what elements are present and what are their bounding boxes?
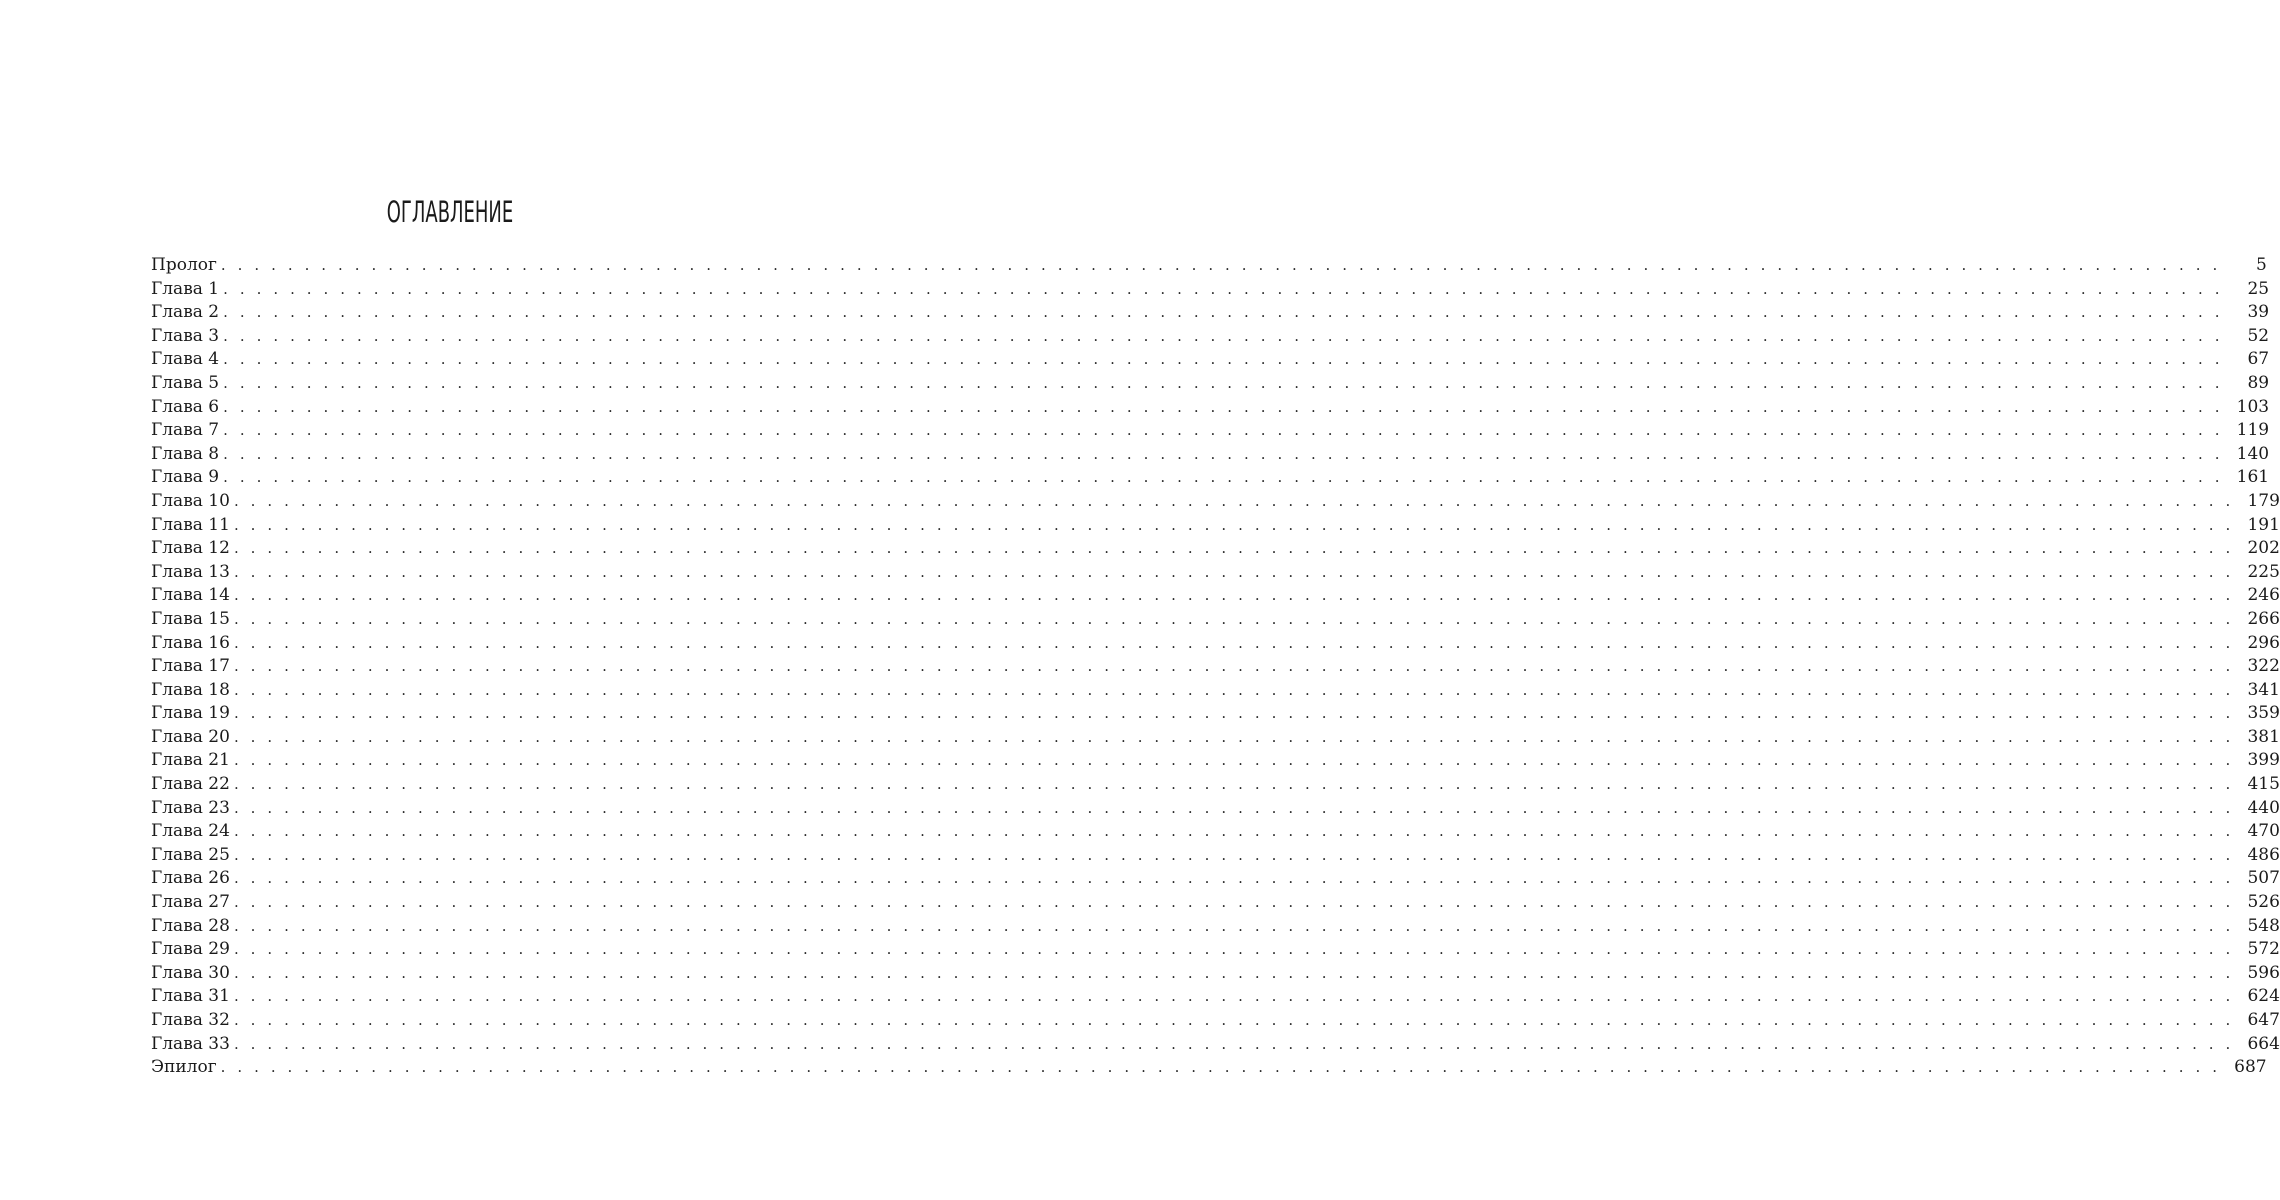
toc-entry-page-number: 596 bbox=[2247, 962, 2280, 983]
toc-entry-page-number: 526 bbox=[2247, 892, 2280, 913]
toc-entry-label: Глава 4 bbox=[151, 349, 220, 370]
toc-entry-label: Глава 11 bbox=[151, 514, 230, 535]
toc-entry-page-number: 572 bbox=[2247, 939, 2280, 960]
dot-leader: . . . . . . . . . . . . . . . . . . . . . . . . . . . . . . . . . . . . . . . . . . . . . . . . . . . . . . . . . . . . . . . . . . . . . . . . . . . . . . . . . . . . . . . . . . . . . . . . . . . . . . . . . . . . . . . . . . . . . . . . bbox=[223, 468, 2224, 487]
toc-entry[interactable] bbox=[151, 1056, 2267, 1080]
toc-entry-page-number: 664 bbox=[2247, 1033, 2280, 1054]
toc-entry-label: Глава 17 bbox=[151, 656, 230, 677]
toc-entry[interactable] bbox=[151, 490, 2280, 514]
toc-entry-label: Глава 24 bbox=[151, 821, 230, 842]
toc-entry[interactable] bbox=[151, 584, 2280, 608]
toc-entry[interactable] bbox=[151, 301, 2270, 325]
toc-entry-page-number: 225 bbox=[2247, 561, 2280, 582]
toc-entry-label: Глава 19 bbox=[151, 703, 230, 724]
dot-leader: . . . . . . . . . . . . . . . . . . . . . . . . . . . . . . . . . . . . . . . . . . . . . . . . . . . . . . . . . . . . . . . . . . . . . . . . . . . . . . . . . . . . . . . . . . . . . . . . . . . . . . . . . . . . . . . . . . . . . . . . bbox=[223, 397, 2224, 416]
toc-entry-page-number: 89 bbox=[2247, 372, 2270, 393]
toc-entry[interactable] bbox=[151, 608, 2280, 632]
toc-entry-label: Глава 28 bbox=[151, 915, 230, 936]
toc-entry[interactable] bbox=[151, 702, 2280, 726]
toc-entry[interactable] bbox=[151, 278, 2270, 302]
dot-leader: . . . . . . . . . . . . . . . . . . . . . . . . . . . . . . . . . . . . . . . . . . . . . . . . . . . . . . . . . . . . . . . . . . . . . . . . . . . . . . . . . . . . . . . . . . . . . . . . . . . . . . . . . . . . . . . . . . . . . . . . bbox=[233, 704, 2234, 723]
toc-entry-label: Глава 15 bbox=[151, 608, 230, 629]
toc-entry[interactable] bbox=[151, 726, 2280, 750]
toc-entry-label: Эпилог bbox=[151, 1057, 217, 1078]
toc-entry-label: Глава 31 bbox=[151, 986, 230, 1007]
dot-leader: . . . . . . . . . . . . . . . . . . . . . . . . . . . . . . . . . . . . . . . . . . . . . . . . . . . . . . . . . . . . . . . . . . . . . . . . . . . . . . . . . . . . . . . . . . . . . . . . . . . . . . . . . . . . . . . . . . . . . . . . bbox=[233, 869, 2234, 888]
toc-entry-page-number: 202 bbox=[2247, 538, 2280, 559]
toc-entry[interactable] bbox=[151, 773, 2280, 797]
toc-entry-label: Глава 16 bbox=[151, 632, 230, 653]
dot-leader: . . . . . . . . . . . . . . . . . . . . . . . . . . . . . . . . . . . . . . . . . . . . . . . . . . . . . . . . . . . . . . . . . . . . . . . . . . . . . . . . . . . . . . . . . . . . . . . . . . . . . . . . . . . . . . . . . . . . . . . . bbox=[223, 279, 2224, 298]
dot-leader: . . . . . . . . . . . . . . . . . . . . . . . . . . . . . . . . . . . . . . . . . . . . . . . . . . . . . . . . . . . . . . . . . . . . . . . . . . . . . . . . . . . . . . . . . . . . . . . . . . . . . . . . . . . . . . . . . . . . . . . . bbox=[233, 845, 2234, 864]
dot-leader: . . . . . . . . . . . . . . . . . . . . . . . . . . . . . . . . . . . . . . . . . . . . . . . . . . . . . . . . . . . . . . . . . . . . . . . . . . . . . . . . . . . . . . . . . . . . . . . . . . . . . . . . . . . . . . . . . . . . . . . . bbox=[233, 727, 2234, 746]
toc-entry[interactable] bbox=[151, 372, 2270, 396]
dot-leader: . . . . . . . . . . . . . . . . . . . . . . . . . . . . . . . . . . . . . . . . . . . . . . . . . . . . . . . . . . . . . . . . . . . . . . . . . . . . . . . . . . . . . . . . . . . . . . . . . . . . . . . . . . . . . . . . . . . . . . . . bbox=[233, 822, 2234, 841]
toc-entry[interactable] bbox=[151, 443, 2270, 467]
toc-entry-page-number: 381 bbox=[2247, 726, 2280, 747]
dot-leader: . . . . . . . . . . . . . . . . . . . . . . . . . . . . . . . . . . . . . . . . . . . . . . . . . . . . . . . . . . . . . . . . . . . . . . . . . . . . . . . . . . . . . . . . . . . . . . . . . . . . . . . . . . . . . . . . . . . . . . . . bbox=[233, 539, 2234, 558]
toc-entry[interactable] bbox=[151, 820, 2280, 844]
toc-entry-label: Глава 3 bbox=[151, 325, 220, 346]
toc-entry-label: Глава 32 bbox=[151, 1010, 230, 1030]
page-title: ОГЛАВЛЕНИЕ bbox=[386, 195, 514, 229]
toc-entry-label: Глава 14 bbox=[151, 585, 230, 606]
toc-entry-page-number: 359 bbox=[2247, 703, 2280, 724]
dot-leader: . . . . . . . . . . . . . . . . . . . . . . . . . . . . . . . . . . . . . . . . . . . . . . . . . . . . . . . . . . . . . . . . . . . . . . . . . . . . . . . . . . . . . . . . . . . . . . . . . . . . . . . . . . . . . . . . . . . . . . . . bbox=[223, 421, 2224, 440]
toc-entry[interactable] bbox=[151, 867, 2280, 891]
toc-entry-page-number: 296 bbox=[2247, 632, 2280, 653]
toc-entry-label: Глава 5 bbox=[151, 372, 220, 393]
toc-entry-page-number: 52 bbox=[2247, 325, 2270, 346]
toc-entry[interactable] bbox=[151, 679, 2280, 703]
toc-entry-label: Глава 13 bbox=[151, 561, 230, 582]
toc-entry-page-number: 647 bbox=[2247, 1010, 2280, 1030]
toc-entry-label: Глава 7 bbox=[151, 420, 220, 441]
toc-entry[interactable] bbox=[151, 1009, 2280, 1033]
toc-entry[interactable] bbox=[151, 325, 2270, 349]
toc-entry[interactable] bbox=[151, 466, 2270, 490]
dot-leader: . . . . . . . . . . . . . . . . . . . . . . . . . . . . . . . . . . . . . . . . . . . . . . . . . . . . . . . . . . . . . . . . . . . . . . . . . . . . . . . . . . . . . . . . . . . . . . . . . . . . . . . . . . . . . . . . . . . . . . . . bbox=[233, 893, 2234, 912]
dot-leader: . . . . . . . . . . . . . . . . . . . . . . . . . . . . . . . . . . . . . . . . . . . . . . . . . . . . . . . . . . . . . . . . . . . . . . . . . . . . . . . . . . . . . . . . . . . . . . . . . . . . . . . . . . . . . . . . . . . . . . . . bbox=[223, 303, 2224, 322]
toc-entry[interactable] bbox=[151, 962, 2280, 986]
toc-entry-page-number: 415 bbox=[2247, 774, 2280, 795]
toc-entry-page-number: 486 bbox=[2247, 844, 2280, 865]
toc-entry-label: Глава 25 bbox=[151, 844, 230, 865]
dot-leader: . . . . . . . . . . . . . . . . . . . . . . . . . . . . . . . . . . . . . . . . . . . . . . . . . . . . . . . . . . . . . . . . . . . . . . . . . . . . . . . . . . . . . . . . . . . . . . . . . . . . . . . . . . . . . . . . . . . . . . . . bbox=[233, 633, 2234, 652]
dot-leader: . . . . . . . . . . . . . . . . . . . . . . . . . . . . . . . . . . . . . . . . . . . . . . . . . . . . . . . . . . . . . . . . . . . . . . . . . . . . . . . . . . . . . . . . . . . . . . . . . . . . . . . . . . . . . . . . . . . . . . . . bbox=[233, 798, 2234, 817]
toc-entry[interactable] bbox=[151, 938, 2280, 962]
toc-entry-label: Глава 6 bbox=[151, 396, 220, 417]
toc-entry-page-number: 161 bbox=[2236, 467, 2270, 488]
dot-leader: . . . . . . . . . . . . . . . . . . . . . . . . . . . . . . . . . . . . . . . . . . . . . . . . . . . . . . . . . . . . . . . . . . . . . . . . . . . . . . . . . . . . . . . . . . . . . . . . . . . . . . . . . . . . . . . . . . . . . . . . bbox=[223, 444, 2224, 463]
toc-entry-page-number: 624 bbox=[2247, 986, 2280, 1007]
dot-leader: . . . . . . . . . . . . . . . . . . . . . . . . . . . . . . . . . . . . . . . . . . . . . . . . . . . . . . . . . . . . . . . . . . . . . . . . . . . . . . . . . . . . . . . . . . . . . . . . . . . . . . . . . . . . . . . . . . . . . . . . bbox=[233, 987, 2234, 1006]
dot-leader: . . . . . . . . . . . . . . . . . . . . . . . . . . . . . . . . . . . . . . . . . . . . . . . . . . . . . . . . . . . . . . . . . . . . . . . . . . . . . . . . . . . . . . . . . . . . . . . . . . . . . . . . . . . . . . . . . . . . . . . . bbox=[223, 350, 2224, 369]
toc-entry-label: Глава 20 bbox=[151, 726, 230, 747]
dot-leader: . . . . . . . . . . . . . . . . . . . . . . . . . . . . . . . . . . . . . . . . . . . . . . . . . . . . . . . . . . . . . . . . . . . . . . . . . . . . . . . . . . . . . . . . . . . . . . . . . . . . . . . . . . . . . . . . . . . . . . . . bbox=[233, 916, 2234, 935]
dot-leader: . . . . . . . . . . . . . . . . . . . . . . . . . . . . . . . . . . . . . . . . . . . . . . . . . . . . . . . . . . . . . . . . . . . . . . . . . . . . . . . . . . . . . . . . . . . . . . . . . . . . . . . . . . . . . . . . . . . . . . . . bbox=[233, 775, 2234, 794]
toc-entry[interactable] bbox=[151, 348, 2270, 372]
dot-leader: . . . . . . . . . . . . . . . . . . . . . . . . . . . . . . . . . . . . . . . . . . . . . . . . . . . . . . . . . . . . . . . . . . . . . . . . . . . . . . . . . . . . . . . . . . . . . . . . . . . . . . . . . . . . . . . . . . . . . . . . bbox=[233, 963, 2234, 982]
toc-entry[interactable] bbox=[151, 985, 2280, 1009]
dot-leader: . . . . . . . . . . . . . . . . . . . . . . . . . . . . . . . . . . . . . . . . . . . . . . . . . . . . . . . . . . . . . . . . . . . . . . . . . . . . . . . . . . . . . . . . . . . . . . . . . . . . . . . . . . . . . . . . . . . . . . . . bbox=[233, 586, 2234, 605]
dot-leader: . . . . . . . . . . . . . . . . . . . . . . . . . . . . . . . . . . . . . . . . . . . . . . . . . . . . . . . . . . . . . . . . . . . . . . . . . . . . . . . . . . . . . . . . . . . . . . . . . . . . . . . . . . . . . . . . . . . . . . . . bbox=[233, 1034, 2234, 1053]
toc-entry-page-number: 119 bbox=[2236, 420, 2270, 441]
toc-entry-page-number: 322 bbox=[2247, 656, 2280, 677]
dot-leader: . . . . . . . . . . . . . . . . . . . . . . . . . . . . . . . . . . . . . . . . . . . . . . . . . . . . . . . . . . . . . . . . . . . . . . . . . . . . . . . . . . . . . . . . . . . . . . . . . . . . . . . . . . . . . . . . . . . . . . . . bbox=[223, 373, 2224, 392]
toc-entry-label: Пролог bbox=[151, 255, 217, 275]
toc-entry[interactable] bbox=[151, 655, 2280, 679]
toc-entry-label: Глава 12 bbox=[151, 538, 230, 559]
toc-entry-page-number: 399 bbox=[2247, 750, 2280, 771]
dot-leader: . . . . . . . . . . . . . . . . . . . . . . . . . . . . . . . . . . . . . . . . . . . . . . . . . . . . . . . . . . . . . . . . . . . . . . . . . . . . . . . . . . . . . . . . . . . . . . . . . . . . . . . . . . . . . . . . . . . . . . . . bbox=[220, 1058, 2221, 1077]
toc-entry-label: Глава 22 bbox=[151, 774, 230, 795]
dot-leader: . . . . . . . . . . . . . . . . . . . . . . . . . . . . . . . . . . . . . . . . . . . . . . . . . . . . . . . . . . . . . . . . . . . . . . . . . . . . . . . . . . . . . . . . . . . . . . . . . . . . . . . . . . . . . . . . . . . . . . . . bbox=[233, 609, 2234, 628]
toc-entry-page-number: 103 bbox=[2236, 396, 2270, 417]
dot-leader: . . . . . . . . . . . . . . . . . . . . . . . . . . . . . . . . . . . . . . . . . . . . . . . . . . . . . . . . . . . . . . . . . . . . . . . . . . . . . . . . . . . . . . . . . . . . . . . . . . . . . . . . . . . . . . . . . . . . . . . . bbox=[233, 1011, 2234, 1029]
toc-entry[interactable] bbox=[151, 632, 2280, 656]
toc-entry-label: Глава 2 bbox=[151, 302, 220, 323]
table-of-contents bbox=[151, 254, 2280, 1080]
dot-leader: . . . . . . . . . . . . . . . . . . . . . . . . . . . . . . . . . . . . . . . . . . . . . . . . . . . . . . . . . . . . . . . . . . . . . . . . . . . . . . . . . . . . . . . . . . . . . . . . . . . . . . . . . . . . . . . . . . . . . . . . bbox=[233, 657, 2234, 676]
toc-entry-label: Глава 8 bbox=[151, 443, 220, 464]
toc-entry-page-number: 246 bbox=[2247, 585, 2280, 606]
toc-entry-label: Глава 21 bbox=[151, 750, 230, 771]
toc-entry-page-number: 687 bbox=[2234, 1057, 2267, 1078]
dot-leader: . . . . . . . . . . . . . . . . . . . . . . . . . . . . . . . . . . . . . . . . . . . . . . . . . . . . . . . . . . . . . . . . . . . . . . . . . . . . . . . . . . . . . . . . . . . . . . . . . . . . . . . . . . . . . . . . . . . . . . . . bbox=[220, 256, 2221, 274]
toc-entry-label: Глава 30 bbox=[151, 962, 230, 983]
toc-entry-page-number: 39 bbox=[2247, 302, 2270, 323]
toc-entry[interactable] bbox=[151, 844, 2280, 868]
toc-entry-page-number: 5 bbox=[2256, 255, 2267, 275]
toc-entry-label: Глава 9 bbox=[151, 467, 220, 488]
dot-leader: . . . . . . . . . . . . . . . . . . . . . . . . . . . . . . . . . . . . . . . . . . . . . . . . . . . . . . . . . . . . . . . . . . . . . . . . . . . . . . . . . . . . . . . . . . . . . . . . . . . . . . . . . . . . . . . . . . . . . . . . bbox=[233, 940, 2234, 959]
toc-entry[interactable] bbox=[151, 514, 2280, 538]
toc-entry-page-number: 67 bbox=[2247, 349, 2270, 370]
toc-entry[interactable] bbox=[151, 254, 2267, 278]
toc-entry-label: Глава 10 bbox=[151, 490, 230, 511]
toc-entry-page-number: 440 bbox=[2247, 797, 2280, 818]
toc-entry-label: Глава 1 bbox=[151, 278, 220, 299]
toc-entry-label: Глава 33 bbox=[151, 1033, 230, 1054]
toc-entry[interactable] bbox=[151, 419, 2270, 443]
dot-leader: . . . . . . . . . . . . . . . . . . . . . . . . . . . . . . . . . . . . . . . . . . . . . . . . . . . . . . . . . . . . . . . . . . . . . . . . . . . . . . . . . . . . . . . . . . . . . . . . . . . . . . . . . . . . . . . . . . . . . . . . bbox=[233, 562, 2234, 581]
toc-entry[interactable] bbox=[151, 1033, 2280, 1057]
toc-entry[interactable] bbox=[151, 749, 2280, 773]
toc-entry-page-number: 548 bbox=[2247, 915, 2280, 936]
toc-entry-page-number: 507 bbox=[2247, 868, 2280, 889]
dot-leader: . . . . . . . . . . . . . . . . . . . . . . . . . . . . . . . . . . . . . . . . . . . . . . . . . . . . . . . . . . . . . . . . . . . . . . . . . . . . . . . . . . . . . . . . . . . . . . . . . . . . . . . . . . . . . . . . . . . . . . . . bbox=[233, 491, 2234, 510]
toc-entry-page-number: 25 bbox=[2247, 278, 2270, 299]
toc-entry-page-number: 341 bbox=[2247, 679, 2280, 700]
toc-entry-label: Глава 27 bbox=[151, 892, 230, 913]
dot-leader: . . . . . . . . . . . . . . . . . . . . . . . . . . . . . . . . . . . . . . . . . . . . . . . . . . . . . . . . . . . . . . . . . . . . . . . . . . . . . . . . . . . . . . . . . . . . . . . . . . . . . . . . . . . . . . . . . . . . . . . . bbox=[233, 680, 2234, 699]
toc-entry-page-number: 266 bbox=[2247, 608, 2280, 629]
toc-entry[interactable] bbox=[151, 891, 2280, 915]
toc-entry-label: Глава 29 bbox=[151, 939, 230, 960]
toc-entry[interactable] bbox=[151, 797, 2280, 821]
toc-entry-page-number: 191 bbox=[2247, 514, 2280, 535]
toc-entry-label: Глава 23 bbox=[151, 797, 230, 818]
toc-entry-label: Глава 26 bbox=[151, 868, 230, 889]
toc-entry[interactable] bbox=[151, 396, 2270, 420]
toc-entry[interactable] bbox=[151, 915, 2280, 939]
dot-leader: . . . . . . . . . . . . . . . . . . . . . . . . . . . . . . . . . . . . . . . . . . . . . . . . . . . . . . . . . . . . . . . . . . . . . . . . . . . . . . . . . . . . . . . . . . . . . . . . . . . . . . . . . . . . . . . . . . . . . . . . bbox=[233, 751, 2234, 770]
toc-entry-page-number: 179 bbox=[2247, 490, 2280, 511]
toc-entry[interactable] bbox=[151, 537, 2280, 561]
dot-leader: . . . . . . . . . . . . . . . . . . . . . . . . . . . . . . . . . . . . . . . . . . . . . . . . . . . . . . . . . . . . . . . . . . . . . . . . . . . . . . . . . . . . . . . . . . . . . . . . . . . . . . . . . . . . . . . . . . . . . . . . bbox=[233, 515, 2234, 534]
toc-entry[interactable] bbox=[151, 561, 2280, 585]
dot-leader: . . . . . . . . . . . . . . . . . . . . . . . . . . . . . . . . . . . . . . . . . . . . . . . . . . . . . . . . . . . . . . . . . . . . . . . . . . . . . . . . . . . . . . . . . . . . . . . . . . . . . . . . . . . . . . . . . . . . . . . . bbox=[223, 326, 2224, 345]
toc-entry-page-number: 140 bbox=[2236, 443, 2270, 464]
toc-entry-page-number: 470 bbox=[2247, 821, 2280, 842]
toc-entry-label: Глава 18 bbox=[151, 679, 230, 700]
